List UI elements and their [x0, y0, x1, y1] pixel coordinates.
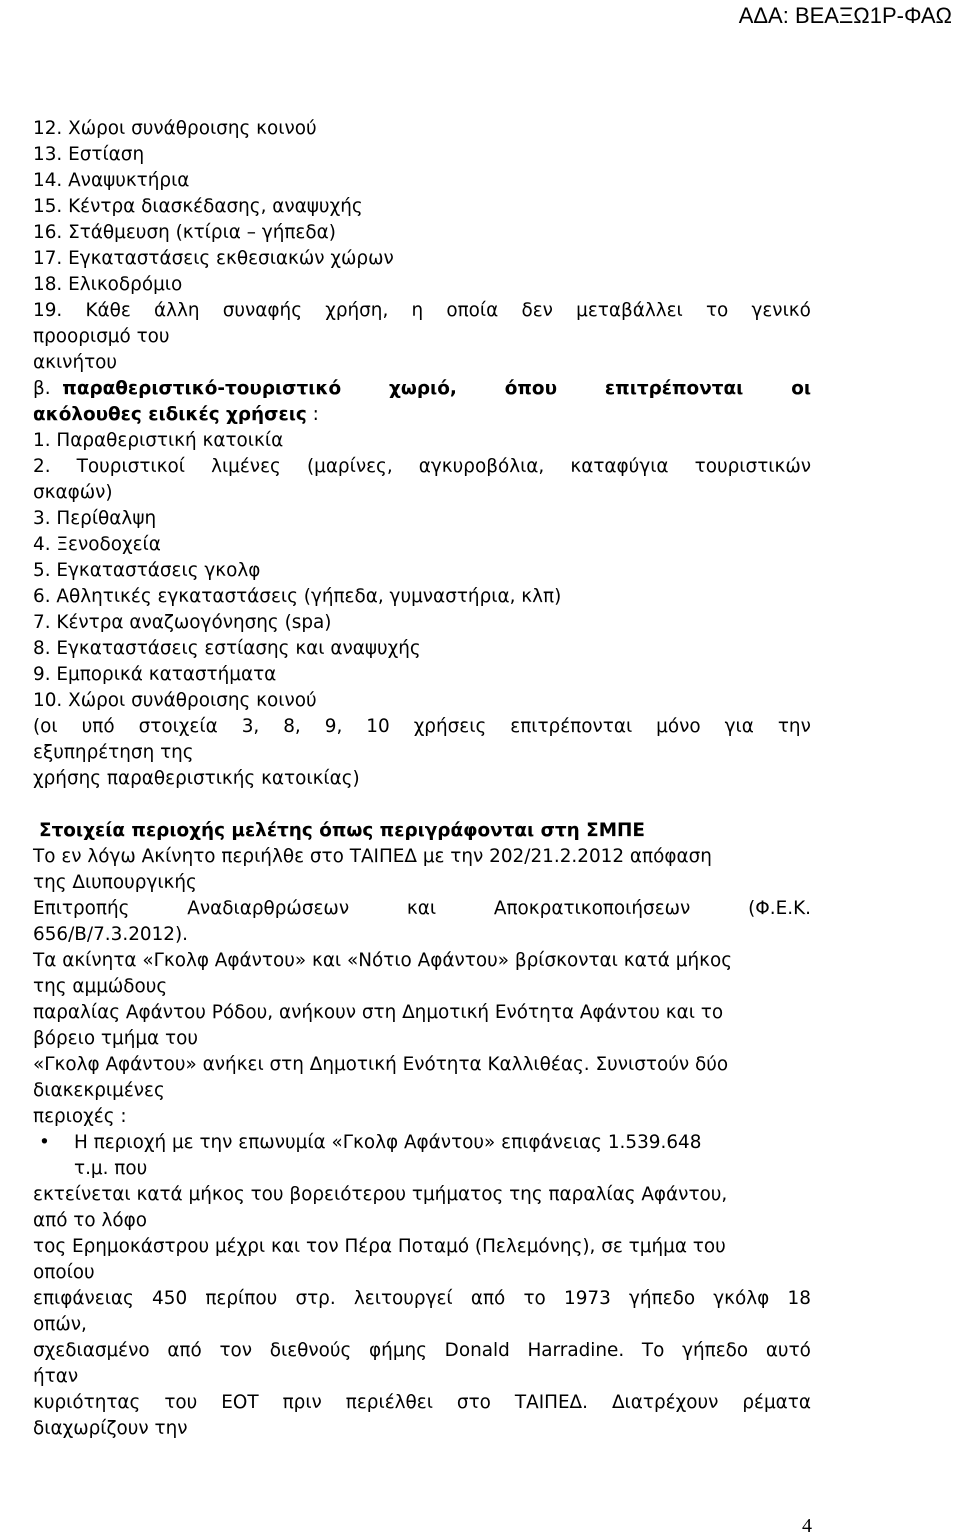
justified-line: β. παραθεριστικό-τουριστικό χωριό, όπου επιτρέπονται οι — [33, 378, 811, 399]
ada-code: ΑΔΑ: ΒΕΑΞΩ1Ρ-ΦΑΩ — [738, 3, 952, 28]
list-item: 18. Ελικοδρόμιο — [33, 274, 183, 295]
list-item-19: 19. Κάθε άλλη συναφής χρήση, η οποία δεν μεταβάλλει το γενικό προορισμό του ακινήτου — [33, 300, 811, 373]
paragraph: Το εν λόγω Ακίνητο περιήλθε στο ΤΑΙΠΕΔ με την 202/21.2.2012 απόφαση της Διυπουργικής Επιτροπής Αναδιαρθρώσεων και Αποκρατικοποιήσεων (Φ.Ε.Κ. 656/Β/7.3.2012). — [33, 846, 811, 945]
bullet-icon: • — [39, 1132, 50, 1153]
list-item: 10. Χώροι συνάθροισης κοινού — [33, 690, 317, 711]
uses-note: (οι υπό στοιχεία 3, 8, 9, 10 χρήσεις επιτρέπονται μόνο για την εξυπηρέτηση της χρήσης παραθεριστικής κατοικίας) — [33, 716, 811, 789]
list-item: 12. Χώροι συνάθροισης κοινού — [33, 118, 317, 139]
special-uses-list: 1. Παραθεριστική κατοικία 2. Τουριστικοί λιμένες (μαρίνες, αγκυροβόλια, καταφύγια τουριστικών σκαφών) 3. Περίθαλψη 4. Ξενοδοχεία 5. Εγκαταστάσεις γκολφ 6. Αθλητικές εγκαταστάσεις (γήπεδα, γυμναστήρια, κλπ) 7. Κέντρα αναζωογόνησης (spa) 8. Εγκαταστάσεις εστίασης και αναψυχής 9. Εμπορικά καταστήματα 10. Χώροι συνάθροισης κοινού — [33, 428, 811, 714]
list-item: 9. Εμπορικά καταστήματα — [33, 664, 277, 685]
document-body — [33, 116, 811, 1442]
justified-line: κυριότητας του ΕΟΤ πριν περιέλθει στο ΤΑΙΠΕΔ. Διατρέχουν ρέματα — [33, 1392, 811, 1413]
list-item: 16. Στάθμευση (κτίρια – γήπεδα) — [33, 222, 336, 243]
justified-line: επιφάνειας 450 περίπου στρ. λειτουργεί από το 1973 γήπεδο γκόλφ 18 — [33, 1288, 811, 1309]
list-item: 1. Παραθεριστική κατοικία — [33, 430, 284, 451]
page-number: 4 — [802, 1515, 812, 1537]
section-b-heading: β. παραθεριστικό-τουριστικό χωριό, όπου επιτρέπονται οι ακόλουθες ειδικές χρήσεις : — [33, 378, 811, 425]
justified-line: σχεδιασμένο από τον διεθνούς φήμης Donald Harradine. Το γήπεδο αυτό — [33, 1340, 811, 1361]
bullet-item: • Η περιοχή με την επωνυμία «Γκολφ Αφάντου» επιφάνειας 1.539.648 τ.μ. που — [39, 1132, 702, 1179]
justified-line: (οι υπό στοιχεία 3, 8, 9, 10 χρήσεις επιτρέπονται μόνο για την — [33, 716, 811, 737]
section-heading: Στοιχεία περιοχής μελέτης όπως περιγράφονται στη ΣΜΠΕ — [39, 820, 645, 841]
paragraph: εκτείνεται κατά μήκος του βορειότερου τμήματος της παραλίας Αφάντου, από το λόφο τος Ερημοκάστρου μέχρι και τον Πέρα Ποταμό (Πελεμόνης), σε τμήμα του οποίου επιφάνειας 450 περίπου στρ. λειτουργεί από το 1973 γήπεδο γκόλφ 18 οπών, σχεδιασμένο από τον διεθνούς φήμης Donald Harradine. Το γήπεδο αυτό ήταν κυριότητας του ΕΟΤ πριν περιέλθει στο ΤΑΙΠΕΔ. Διατρέχουν ρέματα διαχωρίζουν την — [33, 1184, 811, 1439]
list-item: 17. Εγκαταστάσεις εκθεσιακών χώρων — [33, 248, 394, 269]
spacer — [33, 792, 811, 818]
justified-line: Επιτροπής Αναδιαρθρώσεων και Αποκρατικοποιήσεων (Φ.Ε.Κ. — [33, 898, 811, 919]
list-item: 14. Αναψυκτήρια — [33, 170, 190, 191]
list-item: 3. Περίθαλψη — [33, 508, 157, 529]
list-item: 4. Ξενοδοχεία — [33, 534, 161, 555]
list-item: 7. Κέντρα αναζωογόνησης (spa) — [33, 612, 332, 633]
list-item: 2. Τουριστικοί λιμένες (μαρίνες, αγκυροβόλια, καταφύγια τουριστικών — [33, 456, 811, 477]
justified-line: 19. Κάθε άλλη συναφής χρήση, η οποία δεν μεταβάλλει το γενικό — [33, 300, 811, 321]
list-item: 15. Κέντρα διασκέδασης, αναψυχής — [33, 196, 363, 217]
list-item: 6. Αθλητικές εγκαταστάσεις (γήπεδα, γυμναστήρια, κλπ) — [33, 586, 562, 607]
paragraph: Τα ακίνητα «Γκολφ Αφάντου» και «Νότιο Αφάντου» βρίσκονται κατά μήκος της αμμώδους παραλίας Αφάντου Ρόδου, ανήκουν στη Δημοτική Ενότητα Αφάντου και το βόρειο τμήμα του «Γκολφ Αφάντου» ανήκει στη Δημοτική Ενότητα Καλλιθέας. Συνιστούν δύο διακεκριμένες περιοχές : — [33, 950, 732, 1127]
list-item: 13. Εστίαση — [33, 144, 145, 165]
use-list-continued — [33, 116, 811, 298]
list-item: 8. Εγκαταστάσεις εστίασης και αναψυχής — [33, 638, 421, 659]
list-item: 5. Εγκαταστάσεις γκολφ — [33, 560, 261, 581]
